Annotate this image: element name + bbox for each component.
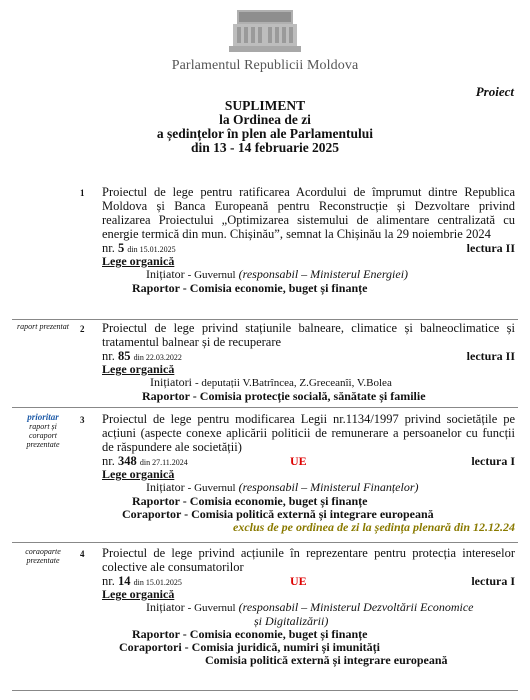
coraportori-line: Coraportori - Comisia juridică, numiri și imunități [119,640,380,654]
proiect-label: Proiect [475,84,514,99]
item-description: Proiectul de lege pentru ratificarea Acordului de împrumut dintre Republica Moldova și Banca Europeană pentru Reconstrucție și Dezvoltare privind realizarea Proiectului „Optimizarea sistemului de alimentare centralizată cu energie termică din mun. Chișinău”, semnat la Chișinău la 29 noiembrie 2024 [102,185,515,241]
item-lectura: lectura II [466,349,515,363]
agenda-item-4 [102,546,515,667]
title-line-1: SUPLIMENT [224,98,306,113]
raportor-line: Raportor - Comisia economie, buget și finanțe [132,281,368,295]
item-description: Proiectul de lege privind acțiunile în reprezentare pentru protecția intereselor colective ale consumatorilor [102,546,515,574]
item-nr-value: 5 [117,241,125,255]
item-number: 2 [80,324,85,334]
agenda-item-1 [102,185,515,295]
lege-organica: Lege organică [102,254,175,268]
item-side-notes [12,413,74,449]
item-nr-row: nr. 348 din 27.11.2024 UE lectura I [102,454,515,468]
lege-organica: Lege organică [102,467,175,481]
item-lectura: lectura I [471,454,515,468]
item-nr-row: nr. 5 din 15.01.2025 lectura II [102,241,515,255]
separator [12,319,518,320]
initiator-line: Inițiatori - deputații V.Batrîncea, Z.Greceanîi, V.Bolea [150,375,392,389]
item-nr-date: din 15.01.2025 [127,245,176,254]
item-nr-value: 14 [117,574,131,588]
priority-badge: prioritar [27,412,59,422]
initiator-line-cont: și Digitalizării) [254,614,329,628]
raportor-line: Raportor - Comisia protecție socială, sănătate și familie [142,389,426,403]
item-nr-row: nr. 14 din 15.01.2025 UE lectura I [102,574,515,588]
item-side-note: raport prezentat [17,322,69,331]
separator [12,407,518,408]
coraportori-line-cont: Comisia politică externă și integrare europeană [205,653,448,667]
item-nr-date: din 22.03.2022 [133,353,182,362]
item-description: Proiectul de lege privind stațiunile balneare, climatice și balneoclimatice și tratamentul balnear și de recuperare [102,321,515,349]
ue-badge: UE [290,454,307,468]
item-lectura: lectura I [471,574,515,588]
lege-organica: Lege organică [102,587,175,601]
lege-organica: Lege organică [102,362,175,376]
item-nr-date: din 15.01.2025 [133,578,182,587]
parliament-building-icon [229,4,301,56]
separator [12,690,518,691]
separator [12,542,518,543]
initiator-line: Inițiator - Guvernul (responsabil – Ministerul Energiei) [146,267,409,281]
parliament-logo [0,4,530,56]
agenda-item-2 [102,321,515,403]
item-number: 4 [80,549,85,559]
item-side-note: coraoparte prezentate [25,547,61,565]
item-description: Proiectul de lege pentru modificarea Legii nr.1134/1997 privind societățile pe acțiuni (aspecte conexe aplicării politicii de remunerare a persoanelor cu funcții de răspundere ale societății) [102,412,515,454]
title-line-4: din 13 - 14 februarie 2025 [190,140,340,155]
item-number: 1 [80,188,85,198]
document-title [0,99,530,155]
raportor-line: Raportor - Comisia economie, buget și finanțe [132,494,368,508]
parliament-name: Parlamentul Republicii Moldova [171,58,359,73]
title-line-2: la Ordinea de zi [219,112,311,127]
item-nr-value: 85 [117,349,131,363]
excluded-note: exclus de pe ordinea de zi la ședința plenară din 12.12.24 [233,520,515,534]
initiator-line: Inițiator - Guvernul (responsabil – Ministerul Finanțelor) [146,480,419,494]
agenda-item-3 [102,412,515,534]
item-lectura: lectura II [466,241,515,255]
title-line-3: a ședințelor în plen ale Parlamentului [156,126,374,141]
item-nr-row: nr. 85 din 22.03.2022 lectura II [102,349,515,363]
raportor-line: Raportor - Comisia economie, buget și finanțe [132,627,368,641]
coraportor-line: Coraportor - Comisia politică externă și integrare europeană [122,507,434,521]
item-side-note: raport și coraport prezentate [26,422,60,449]
item-nr-date: din 27.11.2024 [139,458,188,467]
ue-badge: UE [290,574,307,588]
item-nr-value: 348 [117,454,137,468]
item-number: 3 [80,415,85,425]
initiator-line: Inițiator - Guvernul (responsabil – Ministerul Dezvoltării Economice [146,600,474,614]
